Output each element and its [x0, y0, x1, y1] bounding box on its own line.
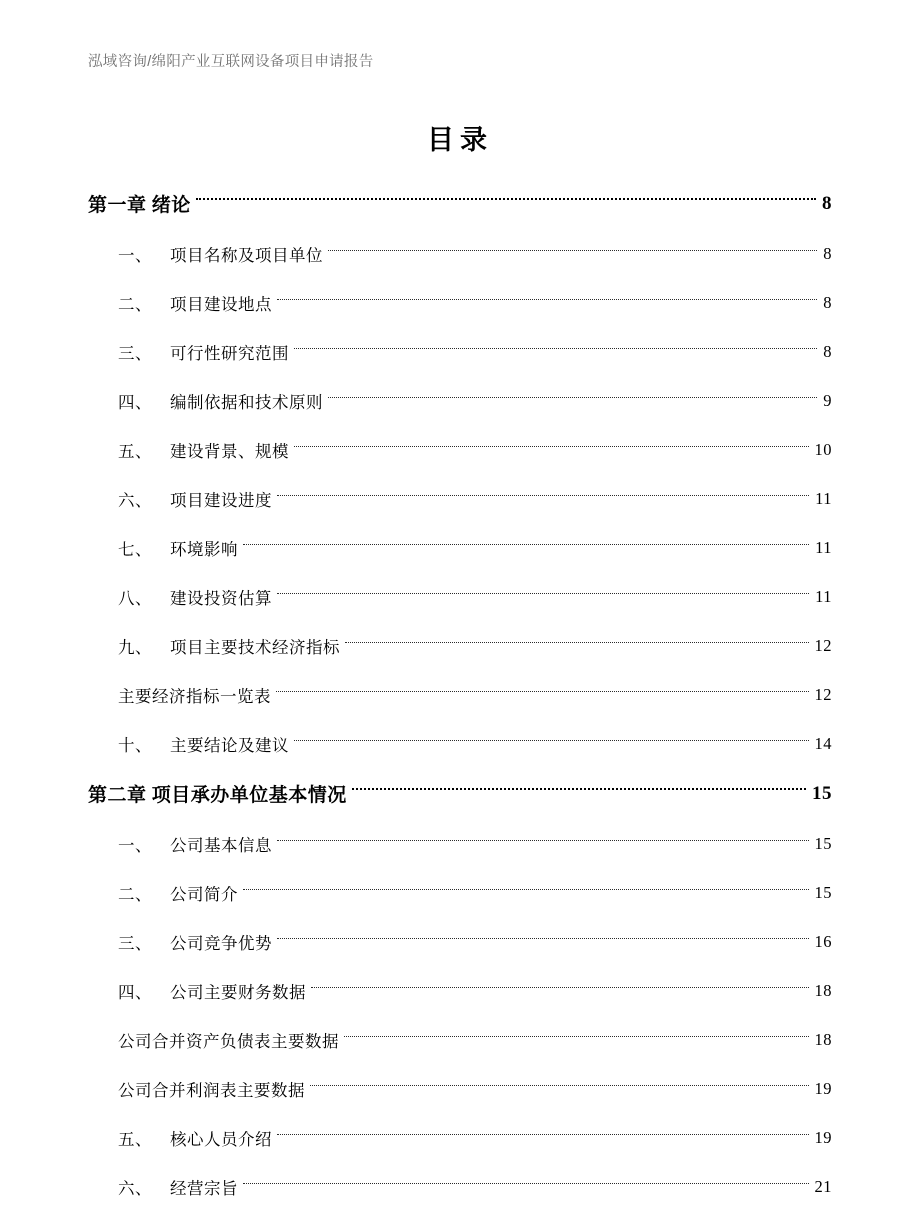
- toc-entry-number: 一、: [118, 245, 152, 265]
- toc-entry-label: 主要经济指标一览表: [118, 686, 271, 706]
- toc-entry-page-number: 10: [814, 439, 832, 459]
- toc-entry-label: 可行性研究范围: [170, 343, 289, 363]
- toc-section-entry[interactable]: [88, 719, 832, 768]
- toc-entry-label: 建设投资估算: [170, 588, 272, 608]
- toc-section-entry[interactable]: [88, 523, 832, 572]
- toc-entry-page-number: 19: [814, 1078, 832, 1098]
- toc-entry-page-number: 15: [812, 782, 832, 804]
- toc-leader-dots: [196, 197, 816, 200]
- toc-entry-label: 项目建设进度: [170, 490, 272, 510]
- toc-entry-page-number: 11: [815, 586, 832, 606]
- toc-section-entry[interactable]: [88, 327, 832, 376]
- toc-entry-label: 项目名称及项目单位: [170, 245, 323, 265]
- toc-entry-number: 五、: [118, 1129, 152, 1149]
- toc-section-entry[interactable]: [88, 376, 832, 425]
- table-of-contents: [88, 178, 832, 1211]
- toc-leader-dots: [328, 396, 817, 398]
- toc-section-entry[interactable]: [88, 425, 832, 474]
- toc-leader-dots: [294, 347, 817, 349]
- toc-leader-dots: [352, 787, 806, 790]
- toc-leader-dots: [277, 1133, 809, 1135]
- document-header: 泓域咨询/绵阳产业互联网设备项目申请报告: [88, 54, 374, 70]
- toc-section-entry[interactable]: [88, 278, 832, 327]
- toc-entry-page-number: 18: [814, 1029, 832, 1049]
- toc-leader-dots: [311, 986, 809, 988]
- toc-entry-page-number: 18: [814, 980, 832, 1000]
- toc-leader-dots: [310, 1084, 809, 1086]
- toc-section-entry[interactable]: [88, 1113, 832, 1162]
- toc-leader-dots: [243, 1182, 809, 1184]
- toc-entry-number: 九、: [118, 637, 152, 657]
- toc-section-entry[interactable]: [88, 966, 832, 1015]
- toc-entry-label: 公司合并资产负债表主要数据: [118, 1031, 339, 1051]
- toc-leader-dots: [277, 298, 817, 300]
- toc-entry-label: 公司主要财务数据: [170, 982, 306, 1002]
- toc-entry-label: 公司简介: [170, 884, 238, 904]
- toc-entry-number: 八、: [118, 588, 152, 608]
- toc-entry-page-number: 19: [814, 1127, 832, 1147]
- toc-leader-dots: [277, 592, 809, 594]
- toc-section-entry[interactable]: [88, 474, 832, 523]
- toc-entry-page-number: 8: [823, 292, 832, 312]
- toc-section-entry[interactable]: [88, 1064, 832, 1113]
- page-title: 目录: [427, 125, 493, 155]
- toc-entry-number: 三、: [118, 933, 152, 953]
- toc-leader-dots: [294, 445, 809, 447]
- toc-chapter-entry[interactable]: [88, 178, 832, 229]
- toc-entry-label: 编制依据和技术原则: [170, 392, 323, 412]
- toc-entry-label: 公司竞争优势: [170, 933, 272, 953]
- toc-entry-label: 建设背景、规模: [170, 441, 289, 461]
- toc-leader-dots: [277, 937, 809, 939]
- toc-section-entry[interactable]: [88, 819, 832, 868]
- toc-entry-page-number: 11: [815, 537, 832, 557]
- toc-section-entry[interactable]: [88, 572, 832, 621]
- toc-entry-number: 一、: [118, 835, 152, 855]
- toc-entry-label: 第一章 绪论: [88, 195, 191, 216]
- toc-entry-label: 主要结论及建议: [170, 735, 289, 755]
- toc-entry-page-number: 12: [814, 684, 832, 704]
- toc-entry-number: 二、: [118, 294, 152, 314]
- toc-entry-page-number: 8: [823, 243, 832, 263]
- toc-entry-page-number: 16: [814, 931, 832, 951]
- toc-entry-page-number: 8: [822, 192, 832, 214]
- toc-entry-number: 四、: [118, 392, 152, 412]
- toc-entry-label: 经营宗旨: [170, 1178, 238, 1198]
- toc-entry-label: 公司合并利润表主要数据: [118, 1080, 305, 1100]
- toc-entry-page-number: 11: [815, 488, 832, 508]
- toc-entry-label: 核心人员介绍: [170, 1129, 272, 1149]
- toc-leader-dots: [344, 1035, 809, 1037]
- toc-leader-dots: [277, 839, 809, 841]
- toc-entry-label: 环境影响: [170, 539, 238, 559]
- toc-entry-number: 四、: [118, 982, 152, 1002]
- toc-entry-page-number: 21: [814, 1176, 832, 1196]
- toc-leader-dots: [328, 249, 817, 251]
- toc-entry-number: 七、: [118, 539, 152, 559]
- toc-section-entry[interactable]: [88, 1162, 832, 1211]
- toc-leader-dots: [276, 690, 809, 692]
- toc-entry-label: 第二章 项目承办单位基本情况: [88, 785, 347, 806]
- toc-entry-page-number: 14: [814, 733, 832, 753]
- toc-leader-dots: [345, 641, 809, 643]
- toc-section-entry[interactable]: [88, 670, 832, 719]
- toc-entry-page-number: 15: [814, 882, 832, 902]
- toc-entry-page-number: 15: [814, 833, 832, 853]
- toc-entry-number: 五、: [118, 441, 152, 461]
- toc-entry-number: 六、: [118, 1178, 152, 1198]
- toc-entry-page-number: 8: [823, 341, 832, 361]
- toc-entry-label: 项目建设地点: [170, 294, 272, 314]
- toc-entry-number: 六、: [118, 490, 152, 510]
- toc-entry-label: 公司基本信息: [170, 835, 272, 855]
- toc-section-entry[interactable]: [88, 229, 832, 278]
- toc-leader-dots: [243, 888, 809, 890]
- toc-chapter-entry[interactable]: [88, 768, 832, 819]
- toc-entry-number: 三、: [118, 343, 152, 363]
- toc-entry-page-number: 12: [814, 635, 832, 655]
- toc-section-entry[interactable]: [88, 917, 832, 966]
- toc-section-entry[interactable]: [88, 868, 832, 917]
- toc-entry-label: 项目主要技术经济指标: [170, 637, 340, 657]
- toc-section-entry[interactable]: [88, 621, 832, 670]
- toc-leader-dots: [294, 739, 809, 741]
- toc-entry-number: 二、: [118, 884, 152, 904]
- toc-leader-dots: [277, 494, 809, 496]
- toc-leader-dots: [243, 543, 809, 545]
- toc-entry-number: 十、: [118, 735, 152, 755]
- toc-entry-page-number: 9: [823, 390, 832, 410]
- toc-section-entry[interactable]: [88, 1015, 832, 1064]
